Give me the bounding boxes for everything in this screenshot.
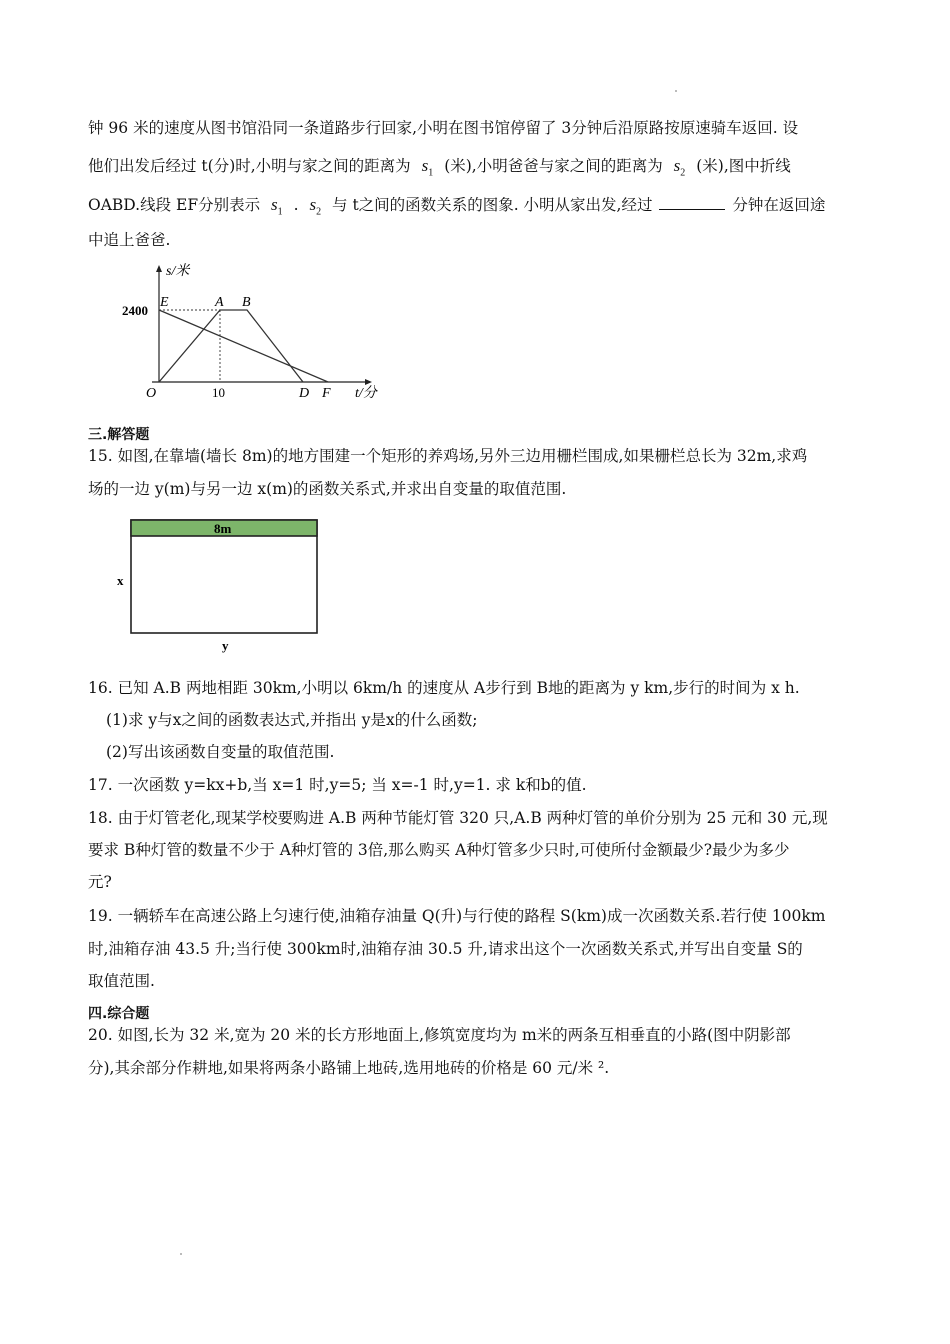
q18-line-2: 要求 B种灯管的数量不少于 A种灯管的 3倍,那么购买 A种灯管多少只时,可使所付金额最少?最少为多少 <box>88 841 790 859</box>
q19-line-2: 时,油箱存油 43.5 升;当行使 300km时,油箱存油 30.5 升,请求出这个一次函数关系式,并写出自变量 S的 <box>88 940 803 958</box>
q15-line-1: 15. 如图,在靠墙(墙长 8m)的地方围建一个矩形的养鸡场,另外三边用栅栏围成,如果栅栏总长为 32m,求鸡 <box>88 447 808 465</box>
distance-time-graph <box>112 262 392 408</box>
q14-text: 他们出发后经过 t(分)时,小明与家之间的距离为 <box>88 157 411 175</box>
q14-line-1: 钟 96 米的速度从图书馆沿同一条道路步行回家,小明在图书馆停留了 3分钟后沿原路按原速骑车返回. 设 <box>88 119 799 137</box>
q20-line-1: 20. 如图,长为 32 米,宽为 20 米的长方形地面上,修筑宽度均为 m米的两条互相垂直的小路(图中阴影部 <box>88 1026 791 1044</box>
x-tick-label: 10 <box>212 385 225 400</box>
q14-text: (米),小明爸爸与家之间的距离为 <box>444 157 663 175</box>
segment-EF <box>159 310 328 382</box>
q17-line: 17. 一次函数 y=kx+b,当 x=1 时,y=5; 当 x=-1 时,y=1. 求 k和b的值. <box>88 776 587 794</box>
chicken-yard-figure <box>110 513 330 655</box>
s1-symbol: $s_1$ <box>421 156 434 179</box>
point-label-A: A <box>215 295 224 310</box>
point-label-O: O <box>146 386 157 401</box>
q14-line-3 <box>88 193 825 222</box>
polyline-OABD <box>159 310 303 382</box>
section-heading-4: 四.综合题 <box>88 1006 150 1022</box>
point-label-F: F <box>322 386 331 401</box>
q19-line-1: 19. 一辆轿车在高速公路上匀速行使,油箱存油量 Q(升)与行使的路程 S(km)成一次函数关系.若行使 100km <box>88 907 826 925</box>
point-label-E: E <box>160 295 169 310</box>
q14-text: 分钟在返回途 <box>732 196 826 214</box>
side-label-x: x <box>117 573 124 588</box>
q15-line-2: 场的一边 y(m)与另一边 x(m)的函数关系式,并求出自变量的取值范围. <box>88 480 567 498</box>
q14-text: 与 t之间的函数关系的图象. 小明从家出发,经过 <box>332 196 653 214</box>
q18-line-3: 元? <box>88 873 112 891</box>
x-axis-label: t/分 <box>355 386 377 401</box>
x-axis-arrow <box>365 379 372 385</box>
q14-text: . <box>293 196 299 214</box>
y-tick-label: 2400 <box>122 303 148 318</box>
point-label-D: D <box>299 386 310 401</box>
y-axis-arrow <box>156 265 162 272</box>
s1-symbol: $s_1$ <box>271 195 283 218</box>
answer-blank[interactable] <box>659 193 725 210</box>
s2-symbol: $s_2$ <box>309 195 322 218</box>
side-label-y: y <box>222 638 229 653</box>
q14-line-2 <box>88 156 791 183</box>
q14-line-4: 中追上爸爸. <box>88 231 171 249</box>
q19-line-3: 取值范围. <box>88 972 155 990</box>
q14-text: (米),图中折线 <box>696 157 791 175</box>
q16-sub-2: (2)写出该函数自变量的取值范围. <box>106 743 335 761</box>
section-heading-3: 三.解答题 <box>88 427 150 443</box>
y-axis-label: s/米 <box>166 264 190 279</box>
point-label-B: B <box>242 295 251 310</box>
q14-text: OABD.线段 EF分别表示 <box>88 196 261 214</box>
q20-line-2: 分),其余部分作耕地,如果将两条小路铺上地砖,选用地砖的价格是 60 元/米 ². <box>88 1059 610 1077</box>
q16-line-1: 16. 已知 A.B 两地相距 30km,小明以 6km/h 的速度从 A步行到 B地的距离为 y km,步行的时间为 x h. <box>88 679 800 697</box>
wall-length-label: 8m <box>214 521 232 536</box>
scan-dot <box>180 1253 182 1255</box>
s2-symbol: $s_2$ <box>673 156 686 179</box>
q16-sub-1: (1)求 y与x之间的函数表达式,并指出 y是x的什么函数; <box>106 711 478 729</box>
yard-rectangle <box>131 520 317 633</box>
scan-dot <box>675 90 677 92</box>
q18-line-1: 18. 由于灯管老化,现某学校要购进 A.B 两种节能灯管 320 只,A.B 两种灯管的单价分别为 25 元和 30 元,现 <box>88 809 828 827</box>
